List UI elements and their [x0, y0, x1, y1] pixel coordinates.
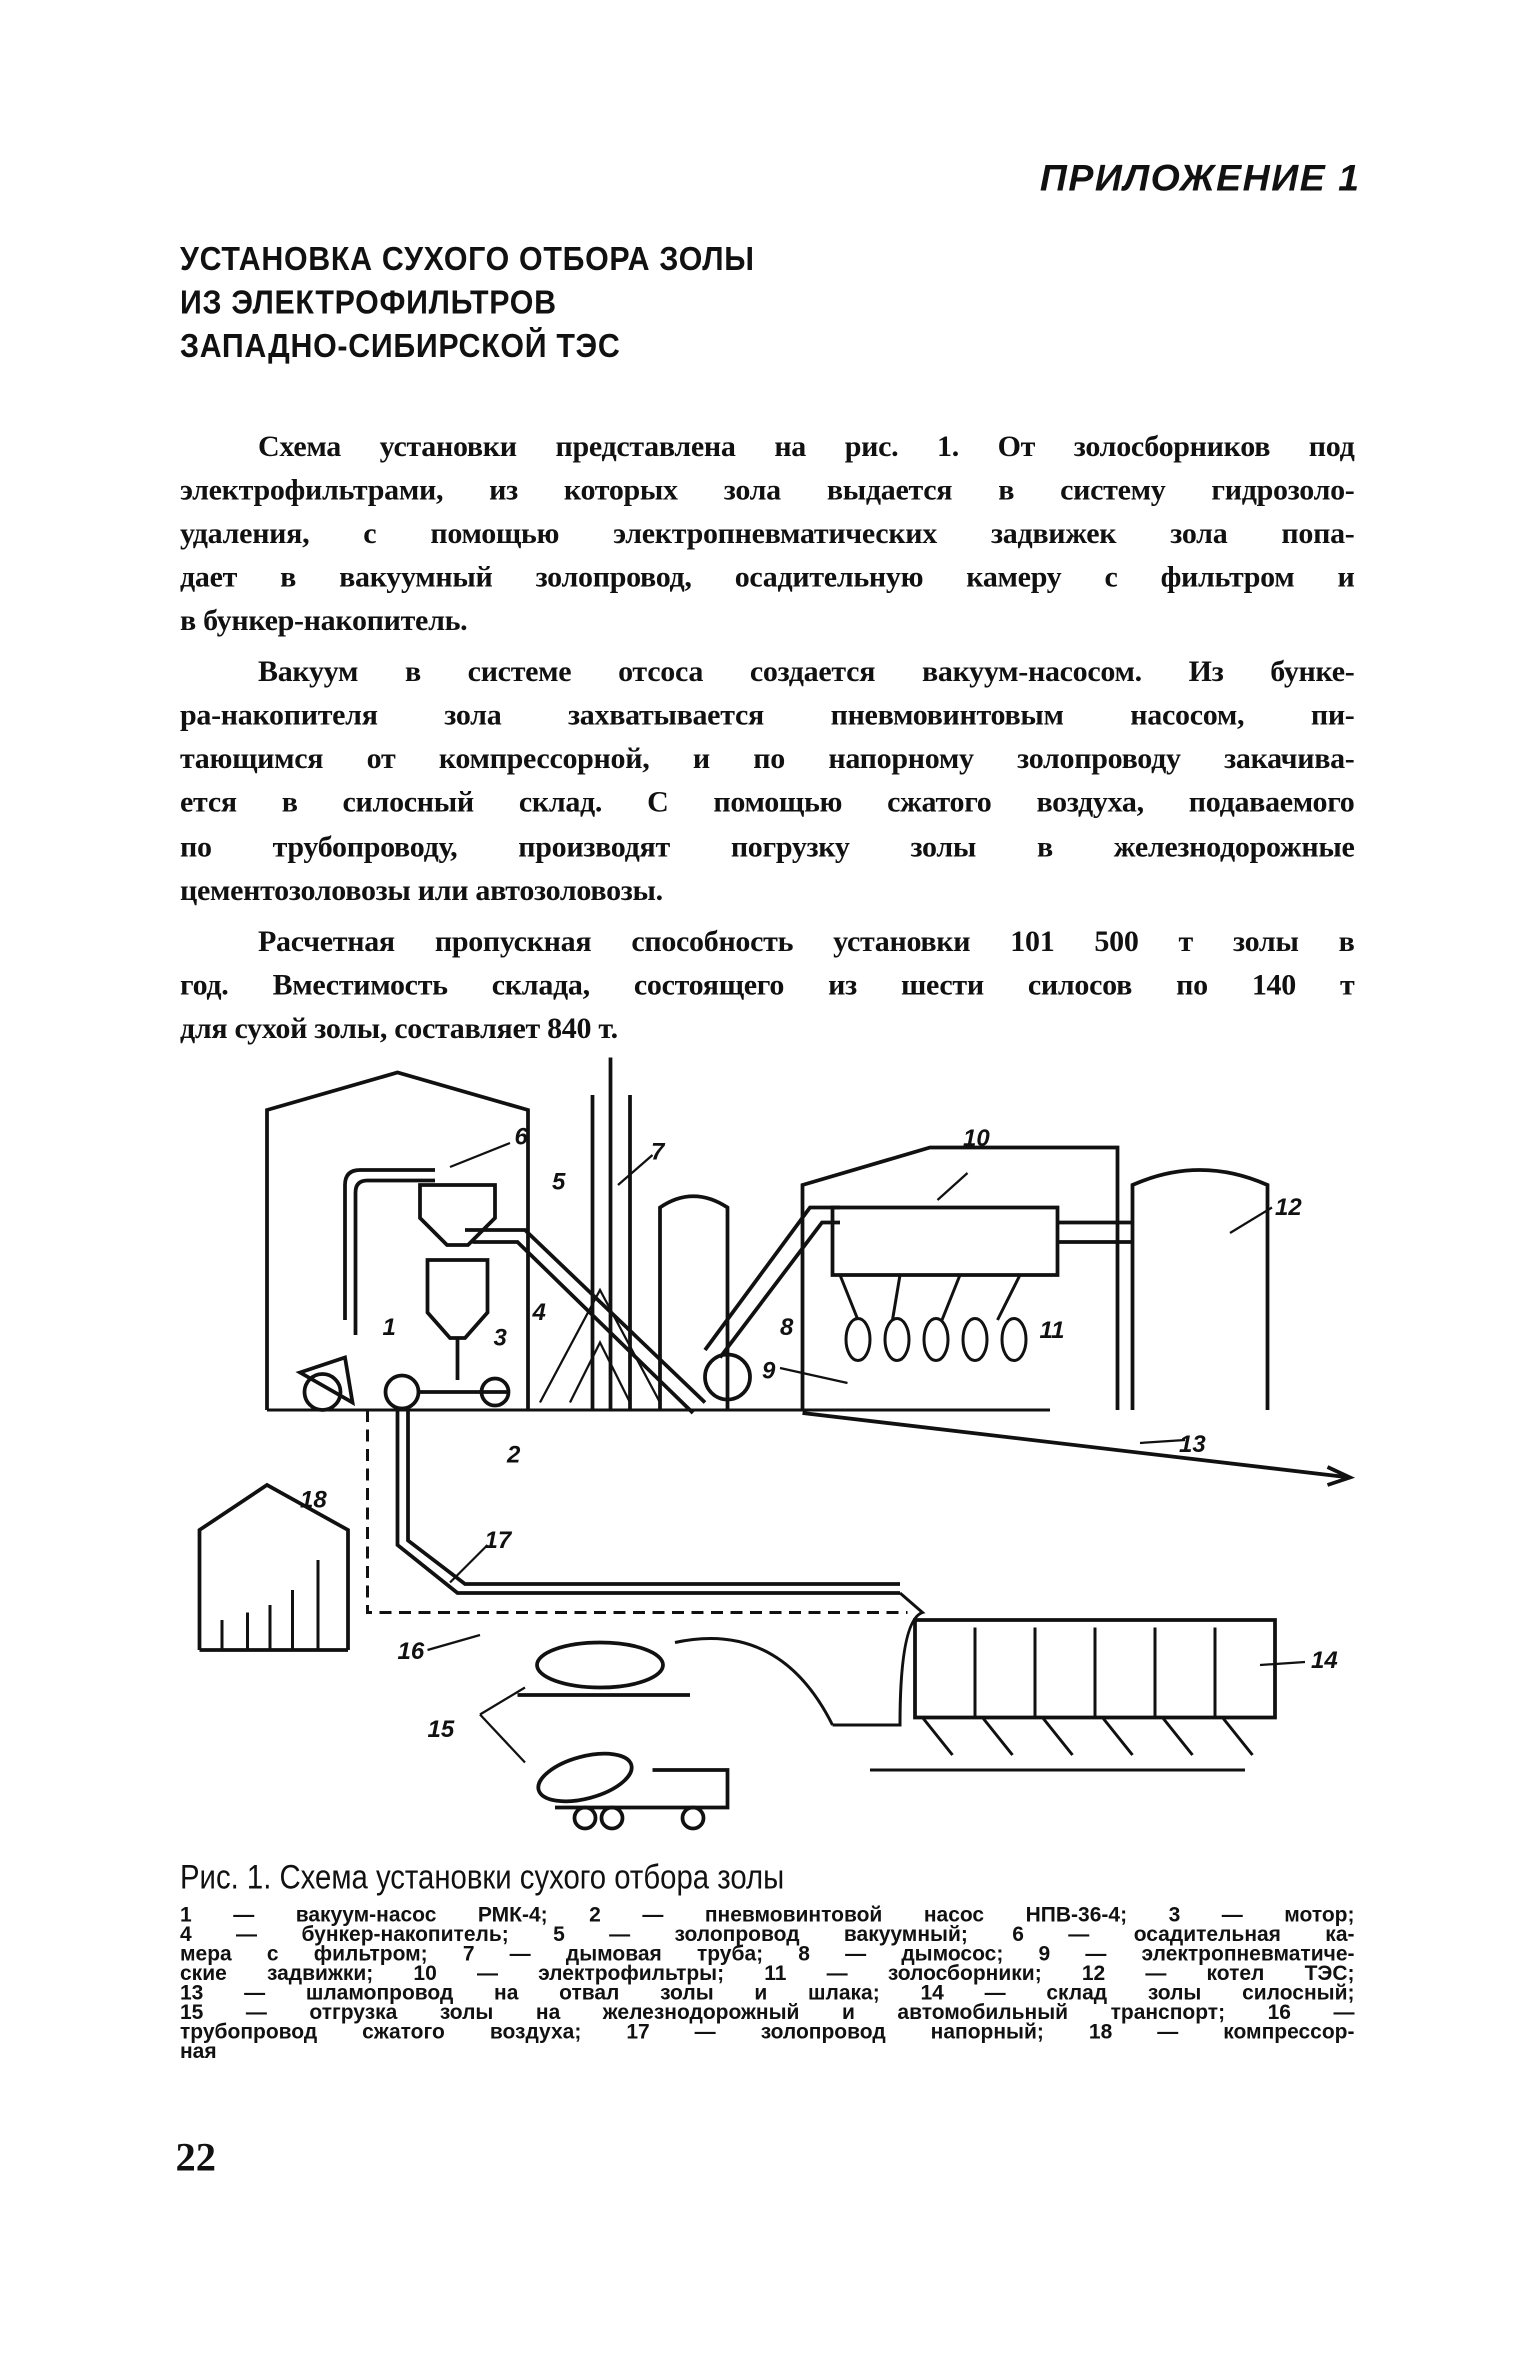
svg-text:4: 4 [532, 1299, 546, 1326]
body-line: тающимся от компрессорной, и по напорному золопроводу закачива- [180, 742, 1355, 776]
body-line: в бункер-накопитель. [180, 604, 468, 638]
body-line: Вакуум в системе отсоса создается вакуум-насосом. Из бунке- [258, 655, 1355, 689]
body-line: удаления, с помощью электропневматических задвижек зола попа- [180, 517, 1355, 551]
body-line: цементозоловозы или автозоловозы. [180, 874, 663, 908]
page-number: 22 [175, 2134, 216, 2180]
svg-text:1: 1 [382, 1314, 396, 1341]
legend-line: ские задвижки; 10 — электрофильтры; 11 — золосборники; 12 — котел ТЭС; [180, 1960, 1355, 1985]
settling-chamber [420, 1185, 495, 1245]
body-line: дает в вакуумный золопровод, осадительную камеру с фильтром и [180, 561, 1355, 594]
legend-line: ная [180, 2038, 217, 2063]
legend-line: мера с фильтром; 7 — дымовая труба; 8 — дымосос; 9 — электропневматиче- [180, 1941, 1355, 1965]
figure-caption: Рис. 1. Схема установки сухого отбора золы [180, 1857, 785, 1896]
svg-text:6: 6 [514, 1123, 528, 1151]
body-line: по трубопроводу, производят погрузку золы в железнодорожные [180, 831, 1355, 864]
legend-line: 1 — вакуум-насос РМК-4; 2 — пневмовинтовой насос НПВ-36-4; 3 — мотор; [180, 1902, 1355, 1926]
svg-text:11: 11 [1039, 1317, 1065, 1344]
svg-text:9: 9 [762, 1357, 776, 1385]
body-line: ра-накопителя зола захватывается пневмовинтовым насосом, пи- [180, 699, 1355, 732]
svg-text:8: 8 [780, 1314, 794, 1341]
appendix-header: ПРИЛОЖЕНИЕ 1 [1039, 157, 1361, 200]
leader-lines [428, 1143, 1306, 1763]
svg-text:2: 2 [507, 1441, 521, 1469]
body-line: Схема установки представлена на рис. 1. От золосборников под [258, 430, 1355, 464]
svg-text:16: 16 [397, 1638, 425, 1665]
body-line: электрофильтрами, из которых зола выдается в систему гидрозоло- [180, 474, 1355, 507]
legend-line: 13 — шламопровод на отвал золы и шлака; 14 — склад золы силосный; [180, 1980, 1355, 2004]
svg-text:18: 18 [300, 1486, 327, 1514]
svg-text:3: 3 [493, 1324, 507, 1352]
svg-text:10: 10 [963, 1125, 990, 1152]
truck-tank [533, 1745, 637, 1810]
body-line: ется в силосный склад. С помощью сжатого воздуха, подаваемого [180, 786, 1355, 819]
legend-line: 4 — бункер-накопитель; 5 — золопровод вакуумный; 6 — осадительная ка- [180, 1921, 1355, 1946]
chimney [593, 1058, 631, 1411]
diagram-labels [300, 1124, 1338, 1744]
svg-text:12: 12 [1275, 1194, 1302, 1221]
body-line: год. Вместимость склада, состоящего из шести силосов по 140 т [180, 969, 1355, 1002]
title-line: УСТАНОВКА СУХОГО ОТБОРА ЗОЛЫ [180, 240, 755, 278]
svg-text:17: 17 [484, 1527, 512, 1554]
title-line: ИЗ ЭЛЕКТРОФИЛЬТРОВ [180, 283, 557, 321]
svg-text:7: 7 [651, 1138, 665, 1166]
ash-collectors [840, 1275, 1026, 1361]
rail-tank [537, 1643, 663, 1688]
body-line: Расчетная пропускная способность установки 101 500 т золы в [258, 925, 1355, 959]
slurry-pipeline [803, 1413, 1351, 1478]
svg-text:5: 5 [552, 1168, 566, 1196]
svg-text:14: 14 [1311, 1647, 1338, 1674]
electrofilter [833, 1208, 1058, 1276]
body-line: для сухой золы, составляет 840 т. [180, 1012, 618, 1046]
svg-text:13: 13 [1179, 1431, 1206, 1458]
pressure-ash-pipe [398, 1410, 901, 1593]
legend-line: трубопровод сжатого воздуха; 17 — золопровод напорный; 18 — компрессор- [180, 2019, 1355, 2043]
svg-text:15: 15 [427, 1716, 455, 1743]
title-line: ЗАПАДНО-СИБИРСКОЙ ТЭС [180, 327, 621, 365]
legend-line: 15 — отгрузка золы на железнодорожный и автомобильный транспорт; 16 — [180, 1999, 1355, 2024]
storage-hopper [428, 1260, 488, 1338]
